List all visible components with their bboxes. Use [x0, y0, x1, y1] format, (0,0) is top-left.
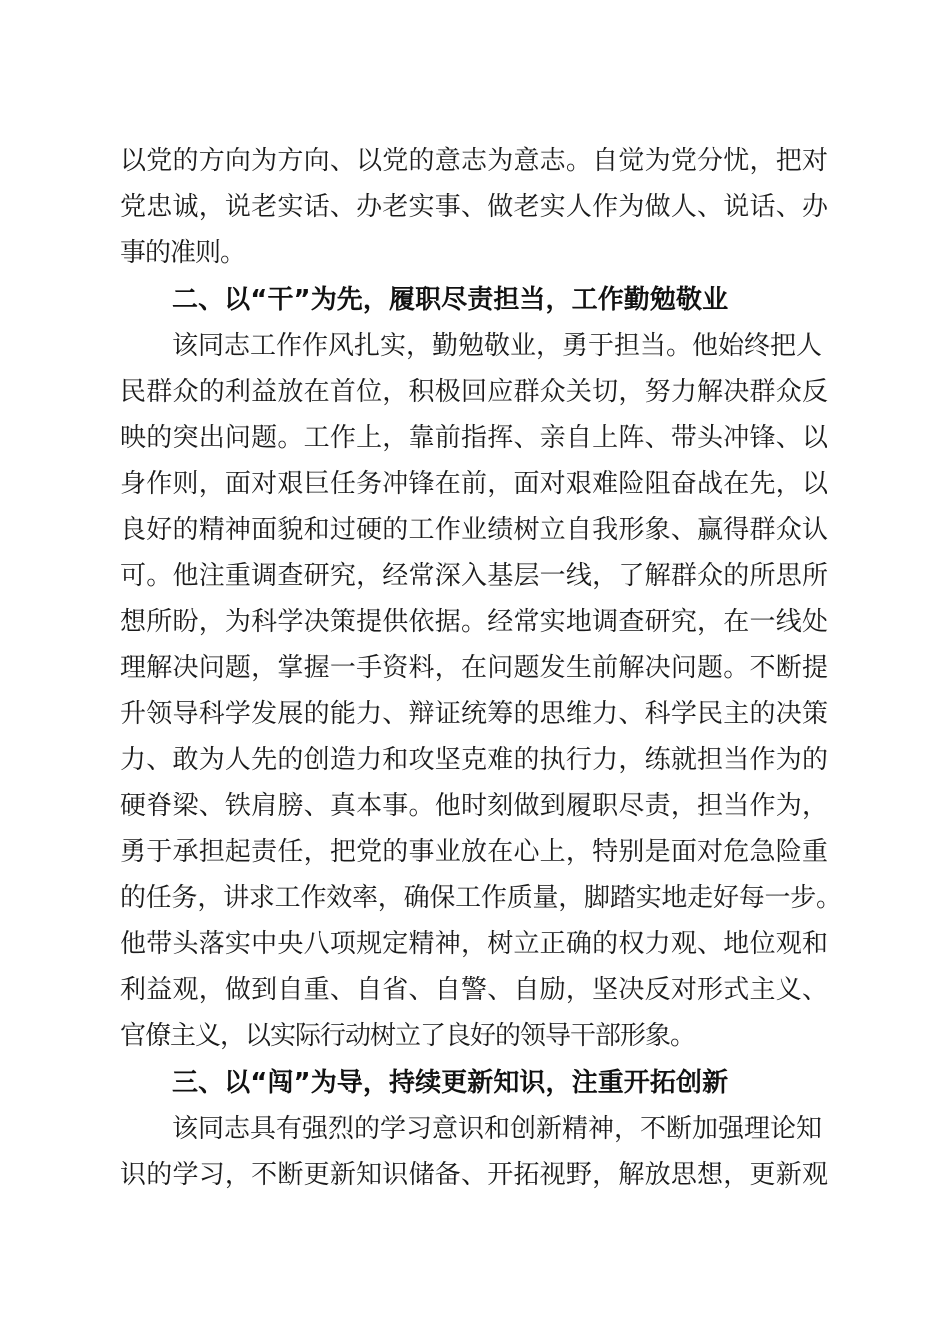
body-line-13: 升领导科学发展的能力、辩证统筹的思维力、科学民主的决策: [120, 699, 829, 729]
body-line-2: 党忠诚，说老实话、办老实事、做老实人作为做人、说话、办: [120, 192, 829, 222]
body-line-5: 该同志工作作风扎实，勤勉敬业，勇于担当。他始终把人: [172, 331, 823, 361]
body-line-8: 身作则，面对艰巨任务冲锋在前，面对艰难险阻奋战在先，以: [120, 469, 829, 499]
body-line-15: 硬脊梁、铁肩膀、真本事。他时刻做到履职尽责，担当作为，: [120, 791, 829, 821]
body-line-6: 民群众的利益放在首位，积极回应群众关切，努力解决群众反: [120, 377, 829, 407]
body-line-10: 可。他注重调查研究，经常深入基层一线，了解群众的所思所: [120, 561, 829, 591]
body-line-22: 该同志具有强烈的学习意识和创新精神，不断加强理论知: [172, 1114, 823, 1144]
body-line-9: 良好的精神面貌和过硬的工作业绩树立自我形象、赢得群众认: [120, 515, 829, 545]
body-line-11: 想所盼，为科学决策提供依据。经常实地调查研究，在一线处: [120, 607, 829, 637]
body-line-17: 的任务，讲求工作效率，确保工作质量，脚踏实地走好每一步。: [120, 883, 842, 913]
body-line-18: 他带头落实中央八项规定精神，树立正确的权力观、地位观和: [120, 929, 829, 959]
body-line-23: 识的学习，不断更新知识储备、开拓视野，解放思想，更新观: [120, 1160, 829, 1190]
body-line-16: 勇于承担起责任，把党的事业放在心上，特别是面对危急险重: [120, 837, 829, 867]
section-heading-2: 二、以“干”为先，履职尽责担当，工作勤勉敬业: [172, 285, 729, 315]
body-line-7: 映的突出问题。工作上，靠前指挥、亲自上阵、带头冲锋、以: [120, 423, 829, 453]
body-line-1: 以党的方向为方向、以党的意志为意志。自觉为党分忧，把对: [120, 146, 829, 176]
section-heading-3: 三、以“闯”为导，持续更新知识，注重开拓创新: [172, 1068, 729, 1098]
body-line-3: 事的准则。: [120, 238, 246, 268]
body-line-19: 利益观，做到自重、自省、自警、自励，坚决反对形式主义、: [120, 975, 829, 1005]
body-line-14: 力、敢为人先的创造力和攻坚克难的执行力，练就担当作为的: [120, 745, 829, 775]
body-line-12: 理解决问题，掌握一手资料，在问题发生前解决问题。不断提: [120, 653, 829, 683]
body-line-20: 官僚主义，以实际行动树立了良好的领导干部形象。: [120, 1021, 696, 1051]
